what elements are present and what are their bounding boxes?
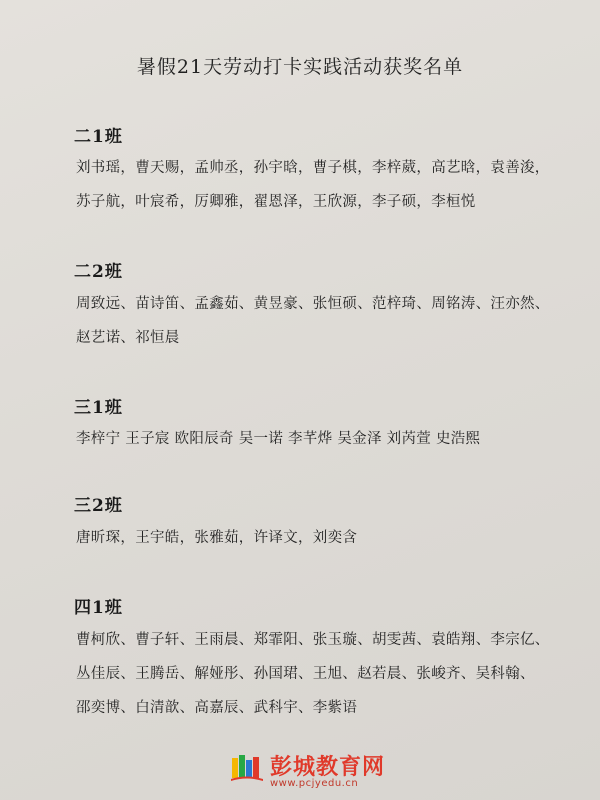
name-line: 周致远、苗诗笛、孟鑫茹、黄昱豪、张恒硕、范梓琦、周铭涛、汪亦然、 [76,296,550,312]
name-line: 唐昕琛，王宇皓，张雅茹，许译文，刘奕含 [76,530,358,546]
watermark-url: www.pcjyedu.cn [270,778,359,789]
watermark-brand: 彭城教育网 [270,755,386,780]
section-heading: 三2班 [74,496,123,516]
name-line: 李梓宁 王子宸 欧阳辰奇 吴一诺 李芊烨 吴金泽 刘芮萱 史浩熙 [76,431,481,447]
document-title: 暑假21天劳动打卡实践活动获奖名单 [136,56,464,78]
book-logo-icon [230,752,264,782]
name-line: 赵艺诺、祁恒晨 [76,330,180,346]
name-line: 邵奕博、白清歆、高嘉辰、武科宇、李紫语 [76,700,358,716]
name-line: 曹柯欣、曹子轩、王雨晨、郑霏阳、张玉璇、胡雯茜、袁皓翔、李宗亿、 [76,632,550,648]
section-heading: 二1班 [74,127,123,147]
section-heading: 三1班 [74,398,123,418]
name-line: 刘书瑶，曹天赐，孟帅丞，孙宇晗，曹子棋，李梓葳，高艺晗，袁善浚， [76,160,550,176]
name-line: 丛佳辰、王腾岳、解娅彤、孙国珺、王旭、赵若晨、张峻齐、吴科翰、 [76,666,535,682]
name-line: 苏子航，叶宸希，厉卿雅，翟恩泽，王欣源，李子硕，李桓悦 [76,194,476,210]
section-heading: 四1班 [74,598,123,618]
section-heading: 二2班 [74,262,123,282]
watermark-footer [0,742,600,800]
watermark-logo [230,748,430,796]
